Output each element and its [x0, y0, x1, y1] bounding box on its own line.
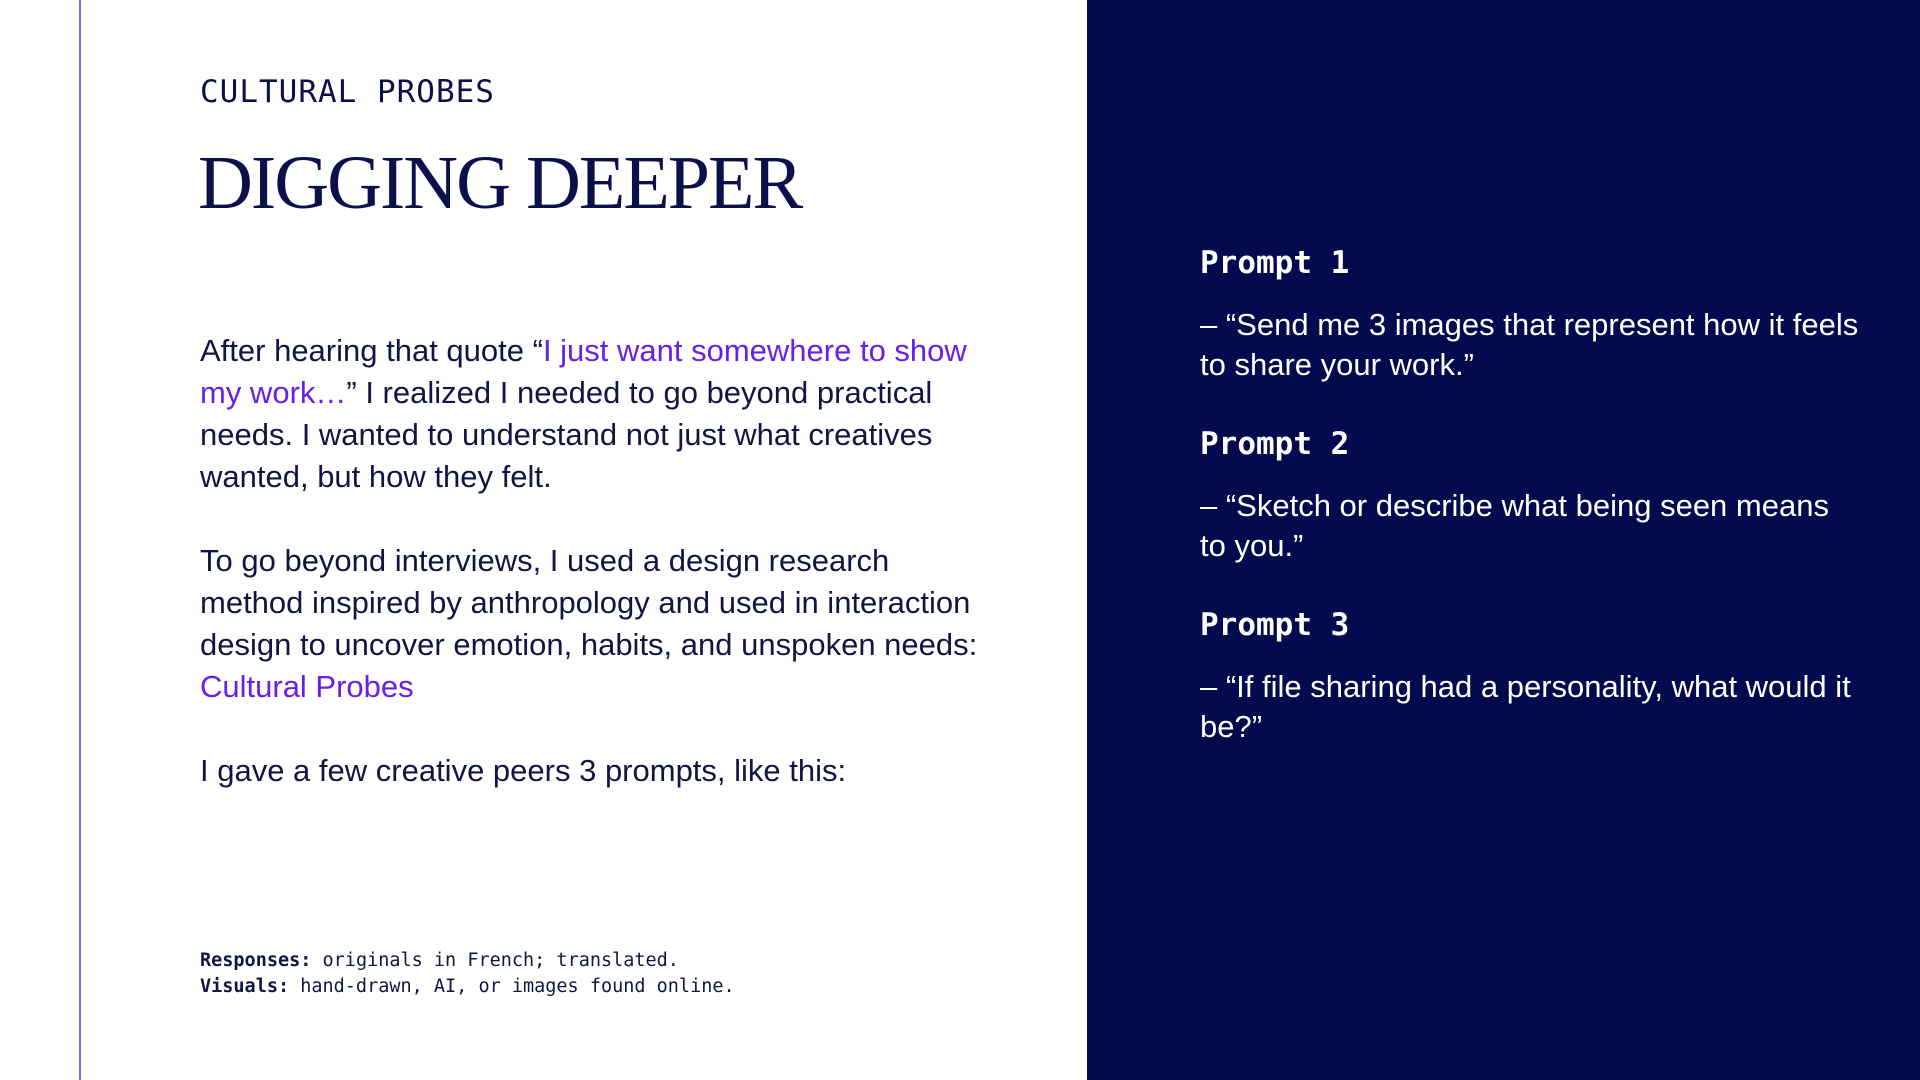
- visuals-note: [200, 974, 735, 1000]
- prompt-text: – “Send me 3 images that represent how it feels to share your work.”: [1200, 307, 1859, 382]
- prompt-text: – “Sketch or describe what being seen means to you.”: [1200, 488, 1829, 563]
- quote-highlight: I just want somewhere to show my work…: [200, 333, 967, 410]
- footnotes: [200, 948, 735, 1000]
- paragraph-method-text: To go beyond interviews, I used a design research method inspired by anthropology and used in interaction design to uncover emotion, habits, and unspoken needs:: [200, 543, 978, 662]
- prompt-text: – “If file sharing had a personality, what would it be?”: [1200, 669, 1851, 744]
- responses-note: [200, 948, 735, 974]
- vertical-rule: [79, 0, 81, 1080]
- responses-text: originals in French; translated.: [311, 950, 679, 971]
- prompt-label: Prompt 1: [1200, 245, 1350, 281]
- paragraph-method: [200, 540, 1000, 708]
- prompt-label: Prompt 2: [1200, 426, 1350, 462]
- paragraph-quote: [200, 330, 1000, 498]
- prompt-label: Prompt 3: [1200, 607, 1350, 643]
- responses-label: Responses:: [200, 950, 312, 971]
- prompts-panel: [1087, 0, 1920, 1080]
- paragraph-quote-before: After hearing that quote “: [200, 333, 543, 368]
- visuals-text: hand-drawn, AI, or images found online.: [289, 976, 735, 997]
- prompt-1: [1200, 245, 1860, 385]
- section-eyebrow: CULTURAL PROBES: [200, 74, 495, 110]
- prompt-2: [1200, 426, 1860, 566]
- paragraph-prompts-intro: I gave a few creative peers 3 prompts, like this:: [200, 753, 847, 788]
- cultural-probes-highlight: Cultural Probes: [200, 669, 414, 704]
- prompt-3: [1200, 607, 1860, 747]
- paragraph-quote-after: ” I realized I needed to go beyond practical needs. I wanted to understand not just what creatives wanted, but how they felt.: [200, 375, 933, 494]
- page-title: DIGGING DEEPER: [198, 141, 802, 225]
- visuals-label: Visuals:: [200, 976, 290, 997]
